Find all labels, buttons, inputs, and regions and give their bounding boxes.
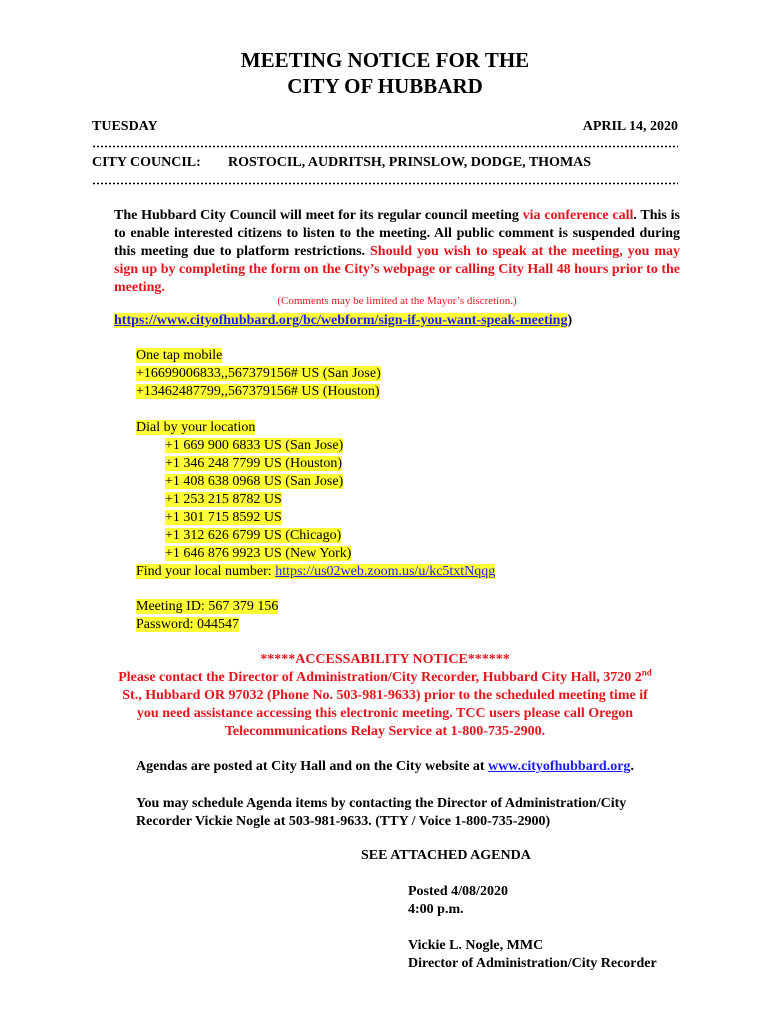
- agendas-text: Agendas are posted at City Hall and on the City website at: [136, 759, 489, 774]
- find-local-label: Find your local number:: [136, 564, 276, 579]
- accessibility-heading: *****ACCESSABILITY NOTICE******: [260, 652, 510, 667]
- dial-number: +1 669 900 6833 US (San Jose): [165, 438, 344, 453]
- agendas-suffix: .: [630, 759, 634, 774]
- signer-title: Director of Administration/City Recorder: [408, 956, 657, 971]
- posted-time: 4:00 p.m.: [408, 902, 464, 917]
- accessibility-line-1: Please contact the Director of Administration/City Recorder, Hubbard City Hall, 3720 2: [118, 670, 642, 685]
- speak-link-suffix: ): [567, 313, 573, 328]
- accessibility-line: [0, 668, 770, 688]
- dial-number: +1 253 215 8782 US: [165, 492, 282, 507]
- schedule-line-1: You may schedule Agenda items by contacting the Director of Administration/City: [136, 796, 627, 811]
- council-members: ROSTOCIL, AUDRITSH, PRINSLOW, DODGE, THOMAS: [228, 155, 592, 170]
- dotted-divider: [92, 145, 678, 148]
- dotted-divider: [92, 182, 678, 185]
- intro-text-1: The Hubbard City Council will meet for its regular council meeting: [114, 208, 523, 223]
- page-title-line2: CITY OF HUBBARD: [287, 74, 483, 98]
- comments-note: (Comments may be limited at the Mayor’s discretion.): [277, 295, 517, 307]
- dial-number: +1 646 876 9923 US (New York): [165, 546, 352, 561]
- find-local-link[interactable]: https://us02web.zoom.us/u/kc5txtNqqg: [275, 564, 496, 579]
- one-tap-number[interactable]: +16699006833,,567379156# US (San Jose): [136, 366, 381, 381]
- dial-number: +1 312 626 6799 US (Chicago): [165, 528, 342, 543]
- intro-conference-call: via conference call: [522, 208, 634, 223]
- dial-section: [136, 419, 495, 581]
- council-label: CITY COUNCIL:: [92, 155, 201, 170]
- signer-name: Vickie L. Nogle, MMC: [408, 938, 544, 953]
- accessibility-line-3: you need assistance accessing this electronic meeting. TCC users please call Oregon: [136, 706, 634, 721]
- schedule-line-2: Recorder Vickie Nogle at 503-981-9633. (TTY / Voice 1-800-735-2900): [136, 814, 551, 829]
- intro-text-2: . This is to enable interested citizens to listen to the meeting. All public comment is suspended during this meeting due to platform restrictions.: [114, 208, 680, 259]
- intro-paragraph: [114, 207, 680, 297]
- agendas-line: [136, 759, 634, 775]
- one-tap-number[interactable]: +13462487799,,567379156# US (Houston): [136, 384, 380, 399]
- meeting-password: Password: 044547: [136, 617, 240, 632]
- accessibility-line-2: St., Hubbard OR 97032 (Phone No. 503-981-9633) prior to the scheduled meeting time if: [122, 688, 648, 703]
- posted-date: Posted 4/08/2020: [408, 884, 508, 899]
- speak-form-link-line: [114, 313, 572, 329]
- posted-block: [408, 883, 508, 919]
- schedule-paragraph: [136, 795, 626, 831]
- city-website-link[interactable]: www.cityofhubbard.org: [488, 759, 631, 774]
- meeting-id: Meeting ID: 567 379 156: [136, 599, 279, 614]
- one-tap-section: [136, 347, 381, 401]
- dial-number: +1 301 715 8592 US: [165, 510, 282, 525]
- dial-number: +1 408 638 0968 US (San Jose): [165, 474, 344, 489]
- dial-label: Dial by your location: [136, 420, 256, 435]
- accessibility-line-4: Telecommunications Relay Service at 1-800-735-2900.: [224, 724, 546, 739]
- speak-form-link[interactable]: https://www.cityofhubbard.org/bc/webform/sign-if-you-want-speak-meeting: [114, 313, 568, 328]
- meeting-date: APRIL 14, 2020: [582, 119, 678, 134]
- see-attached-agenda: SEE ATTACHED AGENDA: [361, 848, 531, 863]
- signature-block: [408, 937, 657, 973]
- one-tap-label: One tap mobile: [136, 348, 223, 363]
- accessibility-sup: nd: [641, 667, 652, 678]
- meeting-day: TUESDAY: [92, 119, 158, 134]
- intro-speak-instructions: Should you wish to speak at the meeting, you may sign up by completing the form on the City’s webpage or calling City Hall 48 hours prior to the meeting.: [114, 244, 680, 295]
- dial-number: +1 346 248 7799 US (Houston): [165, 456, 343, 471]
- page-title-line1: MEETING NOTICE FOR THE: [240, 48, 530, 72]
- meeting-credentials: [136, 598, 278, 634]
